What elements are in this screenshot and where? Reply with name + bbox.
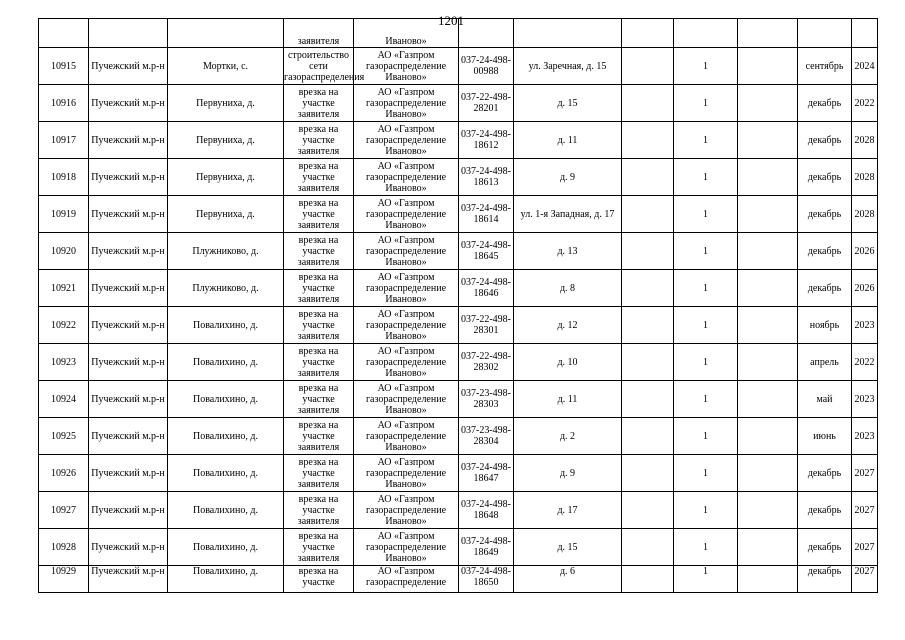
- cell-work: врезка на участке заявителя: [284, 381, 354, 418]
- cell-code: 037-24-498-18649: [459, 529, 514, 566]
- cell-year: 2024: [852, 48, 878, 85]
- cell-count: 1: [674, 159, 738, 196]
- table-row: [39, 455, 878, 492]
- cell-work: врезка на участке заявителя: [284, 492, 354, 529]
- cell-code: 037-23-498-28304: [459, 418, 514, 455]
- cell-address: д. 6: [514, 566, 622, 593]
- cell-num: 10922: [39, 307, 89, 344]
- cell-year: 2026: [852, 270, 878, 307]
- cell-month: декабрь: [798, 455, 852, 492]
- cell-empty: [622, 196, 674, 233]
- cell-district: Пучежский м.р-н: [89, 455, 168, 492]
- cell-num: 10916: [39, 85, 89, 122]
- cell-month: сентябрь: [798, 48, 852, 85]
- table-row: [39, 307, 878, 344]
- cell-empty: [738, 455, 798, 492]
- cell-empty: [738, 344, 798, 381]
- cell-month: [798, 19, 852, 48]
- cell-code: 037-24-498-18647: [459, 455, 514, 492]
- cell-year: 2028: [852, 196, 878, 233]
- cell-num: 10923: [39, 344, 89, 381]
- cell-year: 2027: [852, 492, 878, 529]
- cell-count: 1: [674, 85, 738, 122]
- cell-month: ноябрь: [798, 307, 852, 344]
- cell-org: АО «Газпром газораспределение Иваново»: [354, 529, 459, 566]
- cell-address: д. 10: [514, 344, 622, 381]
- cell-count: 1: [674, 122, 738, 159]
- table-row: [39, 196, 878, 233]
- page-number: 1201: [438, 13, 464, 28]
- cell-org: АО «Газпром газораспределение Иваново»: [354, 492, 459, 529]
- cell-empty: [738, 529, 798, 566]
- cell-empty: [622, 455, 674, 492]
- cell-district: Пучежский м.р-н: [89, 159, 168, 196]
- cell-year: 2027: [852, 566, 878, 593]
- cell-work: врезка на участке заявителя: [284, 344, 354, 381]
- cell-work: строительство сети газораспределения: [284, 49, 365, 83]
- cell-org: АО «Газпром газораспределение Иваново»: [354, 418, 459, 455]
- cell-place: Повалихино, д.: [168, 529, 284, 566]
- cell-count: 1: [674, 307, 738, 344]
- cell-place: Повалихино, д.: [168, 566, 284, 593]
- cell-num: 10921: [39, 270, 89, 307]
- cell-place: Повалихино, д.: [168, 492, 284, 529]
- cell-code: 037-22-498-28302: [459, 344, 514, 381]
- cell-year: [852, 19, 878, 48]
- cell-empty: [738, 159, 798, 196]
- cell-num: [39, 19, 89, 48]
- cell-place: Первуниха, д.: [168, 85, 284, 122]
- cell-code: 037-24-498-18648: [459, 492, 514, 529]
- cell-year: 2027: [852, 455, 878, 492]
- cell-num: 10925: [39, 418, 89, 455]
- cell-empty: [622, 566, 674, 593]
- cell-address: д. 15: [514, 85, 622, 122]
- cell-district: Пучежский м.р-н: [89, 381, 168, 418]
- cell-address: д. 15: [514, 529, 622, 566]
- cell-year: 2023: [852, 307, 878, 344]
- cell-org: АО «Газпром газораспределение Иваново»: [354, 233, 459, 270]
- cell-count: 1: [674, 455, 738, 492]
- cell-empty: [738, 381, 798, 418]
- cell-district: Пучежский м.р-н: [89, 196, 168, 233]
- cell-empty: [622, 381, 674, 418]
- cell-org: АО «Газпром газораспределение Иваново»: [354, 307, 459, 344]
- cell-year: 2023: [852, 381, 878, 418]
- cell-address: ул. 1-я Западная, д. 17: [514, 196, 622, 233]
- cell-empty: [738, 48, 798, 85]
- cell-count: 1: [674, 381, 738, 418]
- cell-district: Пучежский м.р-н: [89, 344, 168, 381]
- cell-empty: [622, 19, 674, 48]
- cell-org: АО «Газпром газораспределение Иваново»: [354, 344, 459, 381]
- cell-district: Пучежский м.р-н: [89, 492, 168, 529]
- cell-district: Пучежский м.р-н: [89, 270, 168, 307]
- table-row: [39, 48, 878, 85]
- cell-month: май: [798, 381, 852, 418]
- cell-count: 1: [674, 48, 738, 85]
- cell-empty: [622, 270, 674, 307]
- cell-count: 1: [674, 233, 738, 270]
- cell-num: 10917: [39, 122, 89, 159]
- cell-month: июнь: [798, 418, 852, 455]
- cell-code: 037-24-498-18612: [459, 122, 514, 159]
- cell-empty: [738, 307, 798, 344]
- cell-month: апрель: [798, 344, 852, 381]
- cell-address: д. 11: [514, 122, 622, 159]
- cell-district: Пучежский м.р-н: [89, 233, 168, 270]
- cell-count: [674, 19, 738, 48]
- cell-place: Повалихино, д.: [168, 381, 284, 418]
- cell-num: 10926: [39, 455, 89, 492]
- cell-work: врезка на участке заявителя: [284, 233, 354, 270]
- cell-address: д. 11: [514, 381, 622, 418]
- cell-place: Плужниково, д.: [168, 233, 284, 270]
- cell-empty: [622, 529, 674, 566]
- cell-count: 1: [674, 529, 738, 566]
- table-row: [39, 122, 878, 159]
- cell-empty: [622, 48, 674, 85]
- cell-count: 1: [674, 566, 738, 593]
- cell-work: врезка на участке заявителя: [284, 85, 354, 122]
- cell-num: 10924: [39, 381, 89, 418]
- cell-code: 037-24-498-18650: [459, 566, 514, 593]
- cell-address: д. 13: [514, 233, 622, 270]
- cell-place: Мортки, с.: [168, 48, 284, 85]
- cell-org: Иваново»: [354, 19, 459, 48]
- cell-work: врезка на участке заявителя: [284, 418, 354, 455]
- cell-code: 037-22-498-28301: [459, 307, 514, 344]
- cell-address: д. 9: [514, 455, 622, 492]
- cell-district: Пучежский м.р-н: [89, 529, 168, 566]
- cell-year: 2027: [852, 529, 878, 566]
- cell-district: [89, 19, 168, 48]
- cell-empty: [622, 233, 674, 270]
- cell-place: Первуниха, д.: [168, 196, 284, 233]
- cell-place: Повалихино, д.: [168, 455, 284, 492]
- cell-year: 2022: [852, 85, 878, 122]
- cell-empty: [738, 566, 798, 593]
- cell-org: АО «Газпром газораспределение Иваново»: [354, 270, 459, 307]
- cell-month: декабрь: [798, 529, 852, 566]
- cell-num: 10928: [39, 529, 89, 566]
- cell-count: 1: [674, 344, 738, 381]
- cell-empty: [738, 270, 798, 307]
- table-row: [39, 344, 878, 381]
- cell-work: врезка на участке заявителя: [284, 196, 354, 233]
- cell-code: 037-24-498-18646: [459, 270, 514, 307]
- cell-org: АО «Газпром газораспределение Иваново»: [354, 196, 459, 233]
- cell-empty: [622, 307, 674, 344]
- cell-org: АО «Газпром газораспределение Иваново»: [354, 455, 459, 492]
- table-row-continuation: [39, 19, 878, 48]
- cell-empty: [738, 492, 798, 529]
- cell-month: декабрь: [798, 85, 852, 122]
- cell-org: АО «Газпром газораспределение Иваново»: [354, 48, 459, 85]
- cell-empty: [738, 418, 798, 455]
- cell-year: 2022: [852, 344, 878, 381]
- cell-place: Повалихино, д.: [168, 344, 284, 381]
- cell-code: 037-22-498-28201: [459, 85, 514, 122]
- cell-empty: [622, 418, 674, 455]
- cell-empty: [738, 122, 798, 159]
- gas-connection-table: [38, 18, 878, 593]
- cell-address: д. 12: [514, 307, 622, 344]
- cell-address: д. 17: [514, 492, 622, 529]
- cell-org: АО «Газпром газораспределение Иваново»: [354, 122, 459, 159]
- cell-address: ул. Заречная, д. 15: [514, 48, 622, 85]
- cell-num: 10919: [39, 196, 89, 233]
- cell-org: АО «Газпром газораспределение: [354, 566, 459, 593]
- cell-place: Повалихино, д.: [168, 307, 284, 344]
- cell-district: Пучежский м.р-н: [89, 122, 168, 159]
- cell-count: 1: [674, 270, 738, 307]
- cell-org: АО «Газпром газораспределение Иваново»: [354, 381, 459, 418]
- cell-district: Пучежский м.р-н: [89, 48, 168, 85]
- table-row: [39, 270, 878, 307]
- cell-address: д. 9: [514, 159, 622, 196]
- cell-month: декабрь: [798, 159, 852, 196]
- cell-empty: [622, 344, 674, 381]
- cell-empty: [622, 492, 674, 529]
- cell-code: [459, 19, 514, 48]
- table-row: [39, 492, 878, 529]
- cell-district: Пучежский м.р-н: [89, 418, 168, 455]
- cell-district: Пучежский м.р-н: [89, 566, 168, 593]
- cell-num: 10920: [39, 233, 89, 270]
- cell-work: врезка на участке заявителя: [284, 529, 354, 566]
- table-row: [39, 233, 878, 270]
- cell-empty: [738, 85, 798, 122]
- cell-month: декабрь: [798, 196, 852, 233]
- cell-work: врезка на участке: [284, 566, 354, 593]
- cell-num: 10915: [39, 48, 89, 85]
- cell-empty: [622, 159, 674, 196]
- table-row: [39, 159, 878, 196]
- cell-code: 037-24-498-18613: [459, 159, 514, 196]
- cell-year: 2026: [852, 233, 878, 270]
- table-row: [39, 381, 878, 418]
- cell-empty: [622, 122, 674, 159]
- table-row: [39, 566, 878, 593]
- cell-empty: [738, 19, 798, 48]
- cell-num: 10929: [39, 566, 89, 593]
- cell-year: 2028: [852, 122, 878, 159]
- cell-work: врезка на участке заявителя: [284, 159, 354, 196]
- cell-place: Плужниково, д.: [168, 270, 284, 307]
- cell-code: 037-24-498-18645: [459, 233, 514, 270]
- cell-place: Первуниха, д.: [168, 122, 284, 159]
- cell-org: АО «Газпром газораспределение Иваново»: [354, 85, 459, 122]
- cell-empty: [738, 196, 798, 233]
- cell-month: декабрь: [798, 492, 852, 529]
- cell-count: 1: [674, 418, 738, 455]
- cell-work: врезка на участке заявителя: [284, 307, 354, 344]
- cell-month: декабрь: [798, 270, 852, 307]
- cell-year: 2023: [852, 418, 878, 455]
- cell-code: 037-23-498-28303: [459, 381, 514, 418]
- cell-month: декабрь: [798, 566, 852, 593]
- table-row: [39, 85, 878, 122]
- cell-num: 10918: [39, 159, 89, 196]
- cell-district: Пучежский м.р-н: [89, 307, 168, 344]
- cell-place: Повалихино, д.: [168, 418, 284, 455]
- cell-work: врезка на участке заявителя: [284, 122, 354, 159]
- cell-month: декабрь: [798, 122, 852, 159]
- cell-address: д. 8: [514, 270, 622, 307]
- cell-year: 2028: [852, 159, 878, 196]
- cell-place: Первуниха, д.: [168, 159, 284, 196]
- cell-address: д. 2: [514, 418, 622, 455]
- cell-work: врезка на участке заявителя: [284, 455, 354, 492]
- cell-work: заявителя: [284, 19, 354, 48]
- cell-num: 10927: [39, 492, 89, 529]
- cell-place: [168, 19, 284, 48]
- table-row: [39, 529, 878, 566]
- table-row: [39, 418, 878, 455]
- cell-district: Пучежский м.р-н: [89, 85, 168, 122]
- cell-empty: [738, 233, 798, 270]
- cell-month: декабрь: [798, 233, 852, 270]
- cell-org: АО «Газпром газораспределение Иваново»: [354, 159, 459, 196]
- cell-work: врезка на участке заявителя: [284, 270, 354, 307]
- cell-address: [514, 19, 622, 48]
- cell-code: 037-24-498-18614: [459, 196, 514, 233]
- cell-code: 037-24-498-00988: [459, 48, 514, 85]
- cell-empty: [622, 85, 674, 122]
- cell-count: 1: [674, 196, 738, 233]
- cell-count: 1: [674, 492, 738, 529]
